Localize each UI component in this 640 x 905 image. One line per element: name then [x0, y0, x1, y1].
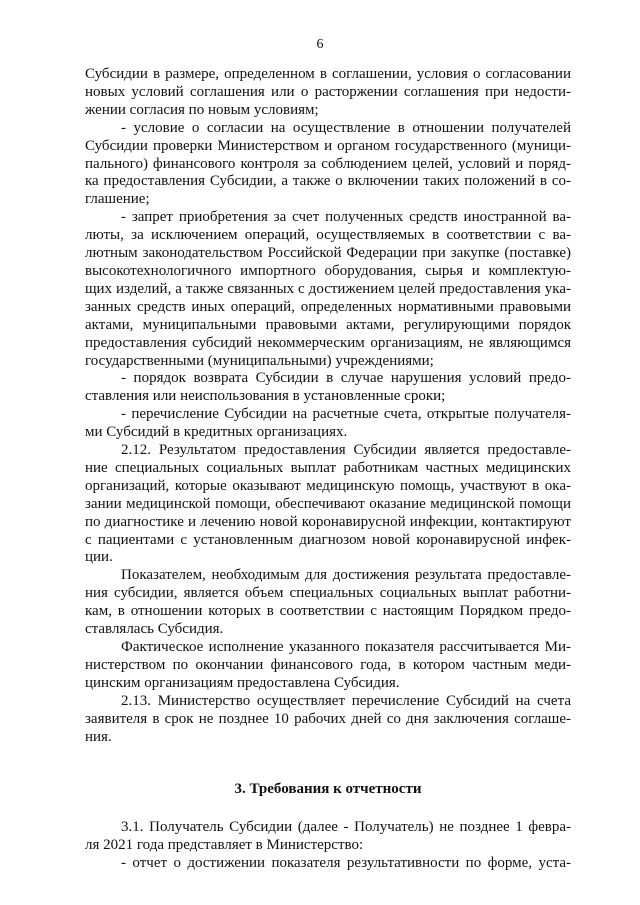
text-line: - условие о согласии на осуществление в отношении получателей	[121, 119, 571, 136]
text-line: 2.12. Результатом предоставления Субсидии является предоставле-	[121, 442, 571, 459]
text-line: высокотехнологичного импортного оборудования, сырья и комплектую-	[85, 262, 571, 279]
text-line: ля 2021 года представляет в Министерство:	[85, 837, 364, 854]
text-block-reporting	[85, 819, 571, 873]
text-line: цинским организациям предоставлена Субсидия.	[85, 674, 400, 691]
page-number: 6	[316, 37, 324, 52]
text-line: по диагностике и лечению новой коронавирусной инфекции, контактируют	[85, 513, 571, 530]
text-line: ния.	[85, 728, 112, 745]
text-line: - отчет о достижении показателя результативности по форме, уста-	[121, 855, 571, 872]
text-line: нистерством по окончании финансового года, в котором частным меди-	[85, 656, 571, 673]
text-line: предоставления субсидий некоммерческим организациям, не являющимся	[85, 334, 571, 351]
text-line: Субсидии проверки Министерством и органом государственного (муници-	[85, 137, 571, 154]
text-line: люты, за исключением операций, осуществляемых в соответствии с ва-	[85, 227, 571, 244]
text-line: Показателем, необходимым для достижения результата предоставле-	[121, 567, 571, 584]
text-line: ми Субсидий в кредитных организациях.	[85, 424, 348, 441]
text-line: государственными (муниципальными) учреждениями;	[85, 352, 434, 369]
text-line: кам, в отношении которых в соответствии с настоящим Порядком предо-	[85, 603, 571, 620]
text-line: - порядок возврата Субсидии в случае нарушения условий предо-	[121, 370, 571, 387]
document-body	[85, 66, 571, 873]
text-line: ние специальных социальных выплат работникам частных медицинских	[85, 459, 571, 476]
text-line: жении согласия по новым условиям;	[85, 101, 319, 118]
text-line: ции.	[85, 549, 113, 566]
text-line: ния субсидии, является объем специальных социальных выплат работни-	[85, 585, 571, 602]
text-line: пального) финансового контроля за соблюдением целей, условий и поряд-	[85, 155, 571, 172]
text-block-requirements	[85, 66, 571, 746]
text-line: ставления или неиспользования в установленные сроки;	[85, 388, 446, 405]
text-line: щих изделий, а также связанных с достижением целей предоставления ука-	[85, 280, 571, 297]
text-line: лютным законодательством Российской Федерации при закупке (поставке)	[85, 245, 571, 262]
text-line: организаций, которые оказывают медицинскую помощь, участвуют в ока-	[85, 477, 571, 494]
text-line: глашение;	[85, 191, 150, 208]
text-line: 3.1. Получатель Субсидии (далее - Получатель) не позднее 1 февра-	[121, 819, 571, 836]
text-line: ка предоставления Субсидии, а также о включении таких положений в со-	[85, 173, 571, 190]
section-heading: 3. Требования к отчетности	[234, 781, 422, 798]
text-line: занных средств иных операций, определенных нормативными правовыми	[85, 298, 571, 315]
text-line: 2.13. Министерство осуществляет перечисление Субсидий на счета	[121, 692, 571, 709]
text-line: Фактическое исполнение указанного показателя рассчитывается Ми-	[121, 639, 571, 655]
text-line: с пациентами с установленным диагнозом новой коронавирусной инфек-	[85, 531, 571, 548]
text-line: зании медицинской помощи, обеспечивают оказание медицинской помощи	[85, 495, 571, 512]
text-line: новых условий соглашения или о расторжении соглашения при недости-	[85, 83, 571, 100]
text-line: ставлялась Субсидия.	[85, 621, 224, 638]
text-line: актами, муниципальными правовыми актами, регулирующими порядок	[85, 316, 571, 333]
text-line: Субсидии в размере, определенном в соглашении, условия о согласовании	[85, 66, 571, 82]
text-line: - перечисление Субсидии на расчетные счета, открытые получателя-	[121, 406, 571, 423]
text-line: - запрет приобретения за счет полученных средств иностранной ва-	[121, 209, 571, 226]
text-line: заявителя в срок не позднее 10 рабочих дней со дня заключения соглаше-	[85, 710, 571, 727]
